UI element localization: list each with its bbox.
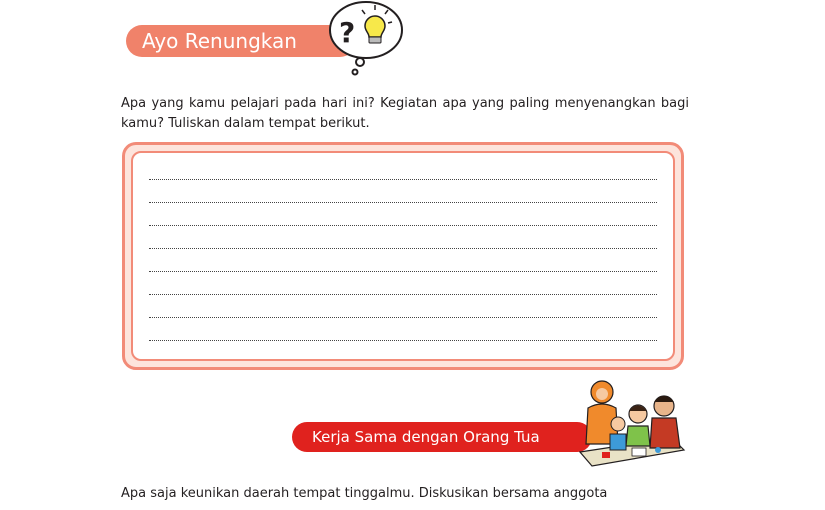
thought-bubble-icon [320, 0, 410, 82]
section-heading-label: Kerja Sama dengan Orang Tua [312, 428, 540, 446]
answer-line[interactable] [149, 202, 657, 203]
answer-line[interactable] [149, 271, 657, 272]
discussion-text: Apa saja keunikan daerah tempat tinggalmu. Diskusikan bersama anggota [121, 486, 608, 501]
family-illustration [572, 378, 688, 470]
answer-line[interactable] [149, 179, 657, 180]
section-heading-kerja-sama [292, 422, 592, 452]
answer-box [122, 142, 684, 370]
section-heading-label: Ayo Renungkan [142, 29, 297, 53]
answer-line[interactable] [149, 225, 657, 226]
answer-line[interactable] [149, 317, 657, 318]
reflection-question: Apa yang kamu pelajari pada hari ini? Kegiatan apa yang paling menyenangkan bagi kamu? Tuliskan dalam tempat berikut. [121, 96, 689, 131]
question-mark-icon: ? [339, 16, 356, 49]
answer-box-inner[interactable] [131, 151, 675, 361]
answer-line[interactable] [149, 294, 657, 295]
answer-line[interactable] [149, 340, 657, 341]
answer-line[interactable] [149, 248, 657, 249]
